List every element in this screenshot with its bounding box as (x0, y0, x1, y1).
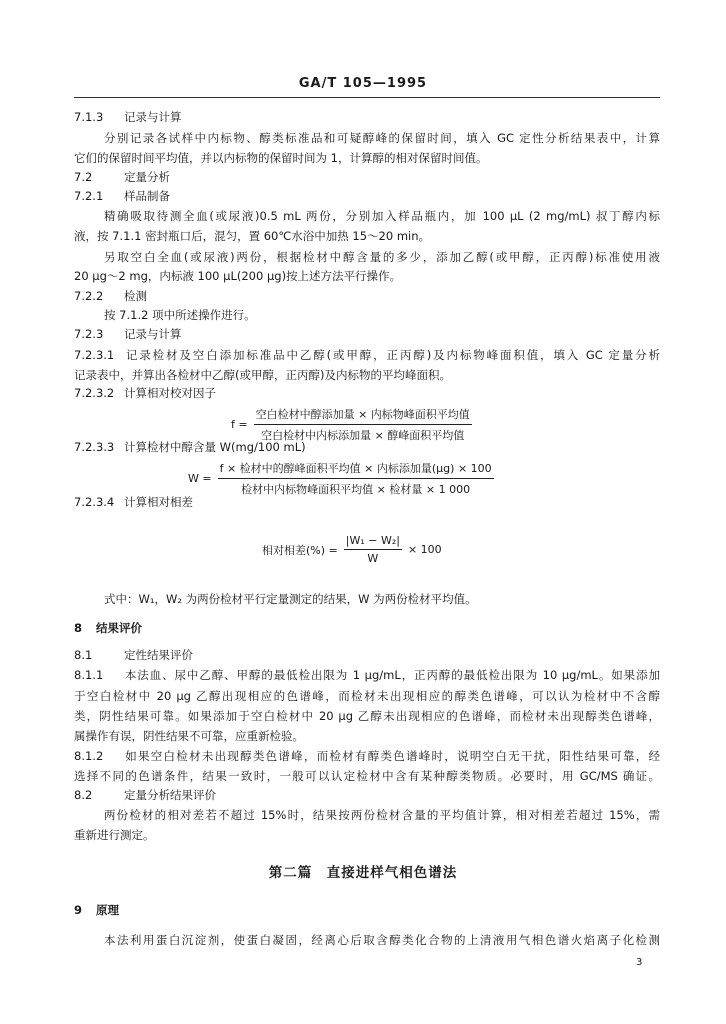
paragraph-line: 另取空白全血(或尿液)两份，根据检材中醇含量的多少，添加乙醇(或甲醇，正丙醇)标准使用液 (104, 250, 660, 264)
section-7-1-3-heading (74, 110, 182, 124)
section-8-1-1-line (74, 668, 660, 682)
paragraph-line: 选择不同的色谱条件，结果一致时，一般可以认定检材中含有某种醇类物质。必要时，用 GC/MS 确证。 (74, 769, 660, 783)
formula-lhs: 相对相差(%) = (262, 543, 338, 557)
section-8-heading (74, 621, 142, 635)
fraction-denominator: 检材中内标物峰面积平均值 × 检材量 × 1 000 (241, 483, 471, 496)
fraction (218, 460, 494, 497)
section-title: 样品制备 (124, 189, 170, 203)
content-formula (188, 460, 494, 497)
section-number: 8.2 (74, 788, 93, 802)
section-7-2-3-3-heading (74, 440, 306, 454)
section-7-2-3-2-heading (74, 386, 216, 400)
section-number: 8.1.1 (74, 668, 104, 682)
section-number: 7.2 (74, 170, 93, 184)
standard-code-header: GA/T 105—1995 (298, 76, 428, 91)
paragraph-text: 记录检材及空白添加标准品中乙醇(或甲醇，正丙醇)及内标物峰面积值，填入 GC 定量分析 (124, 348, 660, 362)
paragraph-text: 如果空白检材未出现醇类色谱峰，而检材有醇类色谱峰时，说明空白无干扰，阳性结果可靠，经 (124, 749, 660, 763)
section-7-2-3-1-line (74, 348, 660, 362)
paragraph-line: 液，按 7.1.1 密封瓶口后，混匀，置 60℃水浴中加热 15～20 min。 (74, 229, 431, 243)
section-title: 定量分析结果评价 (124, 788, 216, 802)
section-number: 7.2.3.2 (74, 386, 115, 400)
paragraph-line: 两份检材的相对差若不超过 15%时，结果按两份检材含量的平均值计算，相对相差若超过 15%，需 (104, 808, 660, 822)
section-title: 记录与计算 (124, 110, 182, 124)
section-number: 7.2.3.3 (74, 440, 115, 454)
fraction-numerator: f × 检材中的醇峰面积平均值 × 内标添加量(μg) × 100 (218, 460, 494, 479)
fraction-denominator: 空白检材中内标添加量 × 醇峰面积平均值 (261, 429, 465, 442)
section-number: 8.1.2 (74, 749, 104, 763)
fraction-numerator: |W₁ − W₂| (344, 534, 402, 550)
paragraph-line: 重新进行测定。 (74, 828, 155, 842)
section-number: 7.2.3 (74, 327, 104, 341)
formula-note: 式中：W₁，W₂ 为两份检材平行定量测定的结果，W 为两份检材平均值。 (104, 592, 477, 606)
section-title: 计算相对相差 (124, 495, 193, 509)
page-number: 3 (636, 957, 643, 968)
section-9-heading (74, 903, 119, 917)
header-rule (74, 97, 660, 98)
paragraph-line: 属操作有误，阴性结果不可靠，应重新检验。 (74, 729, 304, 743)
fraction-numerator: 空白检材中醇添加量 × 内标物峰面积平均值 (254, 406, 472, 425)
section-number: 8.1 (74, 648, 93, 662)
section-7-2-2-heading (74, 289, 147, 303)
paragraph-line: 于空白检材中 20 μg 乙醇出现相应的色谱峰，而检材未出现相应的醇类色谱峰，可以认为检材中不含醇 (74, 689, 660, 703)
paragraph-line: 记录表中，并算出各检材中乙醇(或甲醇，正丙醇)及内标物的平均峰面积。 (74, 368, 451, 382)
relative-difference-formula (262, 534, 442, 565)
paragraph-line: 分别记录各试样中内标物、醇类标准品和可疑醇峰的保留时间，填入 GC 定性分析结果表中，计算 (104, 131, 660, 145)
fraction-denominator: W (367, 552, 379, 565)
section-title: 计算检材中醇含量 W(mg/100 mL) (124, 440, 306, 454)
paragraph-line: 类，阴性结果可靠。如果添加于空白检材中 20 μg 乙醇未出现相应的色谱峰，而检材未出现醇类色谱峰， (74, 709, 660, 723)
section-8-1-2-line (74, 749, 660, 763)
section-8-2-heading (74, 788, 216, 802)
section-number: 7.1.3 (74, 110, 104, 124)
section-title: 定量分析 (124, 170, 170, 184)
correction-factor-formula (231, 406, 472, 443)
section-number: 8 (74, 621, 83, 635)
section-7-2-3-4-heading (74, 495, 193, 509)
paragraph-line: 它们的保留时间平均值，并以内标物的保留时间为 1，计算醇的相对保留时间值。 (74, 151, 488, 165)
section-title: 定性结果评价 (124, 648, 193, 662)
formula-rhs: × 100 (407, 543, 442, 556)
section-title: 检测 (124, 289, 147, 303)
section-7-2-1-heading (74, 189, 170, 203)
section-title: 原理 (96, 903, 119, 917)
section-number: 7.2.3.4 (74, 495, 115, 509)
paragraph-line: 精确吸取待测全血(或尿液)0.5 mL 两份，分别加入样品瓶内，加 100 μL (2 mg/mL) 叔丁醇内标 (104, 209, 660, 223)
paragraph-line: 本法利用蛋白沉淀剂，使蛋白凝固，经离心后取含醇类化合物的上清液用气相色谱火焰离子化检测 (104, 933, 660, 947)
section-title: 结果评价 (96, 621, 142, 635)
fraction (344, 534, 402, 565)
section-number: 7.2.2 (74, 289, 104, 303)
section-7-2-3-heading (74, 327, 182, 341)
section-title: 计算相对校对因子 (124, 386, 216, 400)
paragraph-line: 按 7.1.2 项中所述操作进行。 (104, 308, 256, 322)
section-number: 7.2.1 (74, 189, 104, 203)
paragraph-text: 本法血、尿中乙醇、甲醇的最低检出限为 1 μg/mL，正丙醇的最低检出限为 10 μg/mL。如果添加 (124, 668, 660, 682)
section-number: 9 (74, 903, 83, 917)
section-7-2-heading (74, 170, 170, 184)
formula-lhs: f = (231, 418, 248, 431)
section-8-1-heading (74, 648, 193, 662)
part-two-title: 第二篇 直接进样气相色谱法 (268, 865, 458, 881)
section-number: 7.2.3.1 (74, 348, 115, 362)
section-title: 记录与计算 (124, 327, 182, 341)
fraction (254, 406, 472, 443)
formula-lhs: W = (188, 472, 212, 485)
paragraph-line: 20 μg～2 mg，内标液 100 μL(200 μg)按上述方法平行操作。 (74, 269, 402, 283)
